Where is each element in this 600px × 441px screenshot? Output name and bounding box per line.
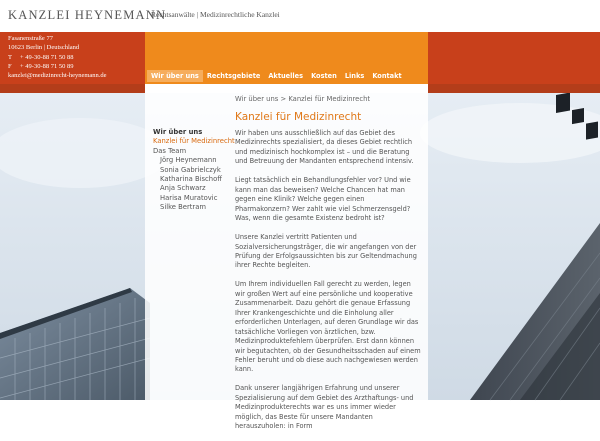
address-street: Fasanenstraße 77: [8, 35, 53, 42]
address-phone-row: [8, 54, 74, 61]
subnav-item-kanzlei[interactable]: Kanzlei für Medizinrecht: [153, 137, 235, 146]
address-email[interactable]: kanzlei@medizinrecht-heynemann.de: [8, 72, 107, 79]
content-paragraph: Unsere Kanzlei vertritt Patienten und Sozialversicherungsträger, die wir angefangen von der Prüfung der Erfolgsaussichten bis zur Geltendmachung ihrer Rechte begleiten.: [235, 233, 417, 270]
nav-item-links[interactable]: Links: [344, 72, 365, 80]
content-paragraph: Wir haben uns ausschließlich auf das Gebiet des Medizinrechts spezialisiert, da dieses Gebiet rechtlich und medizinisch hochkomplex ist – und die Beratung und Betreuung der Mandanten entsprechend intensiv.: [235, 129, 414, 166]
nav-item-kontakt[interactable]: Kontakt: [372, 72, 402, 80]
phone-label: T: [8, 54, 12, 61]
page-title: Kanzlei für Medizinrecht: [235, 111, 362, 123]
nav-item-wir-ueber-uns[interactable]: Wir über uns: [147, 70, 203, 82]
subnav-member[interactable]: Anja Schwarz: [160, 184, 206, 193]
site-header: [0, 0, 600, 32]
main-content: [235, 95, 421, 441]
strip-right: [428, 84, 600, 93]
content-paragraph: Liegt tatsächlich ein Behandlungsfehler vor? Und wie kann man das beweisen? Welche Chancen hat man gegen eine Klinik? Welche gegen einen Pharmakonzern? Wer zahlt wie viel Schmerzensgeld? Was, wenn die gesamte Existenz bedroht ist?: [235, 176, 411, 223]
subnav-member[interactable]: Sonia Gabrielczyk: [160, 165, 221, 174]
strip-left: [0, 84, 145, 93]
site-tagline: Rechtsanwälte | Medizinrechtliche Kanzlei: [151, 10, 280, 19]
address-block: [0, 32, 145, 84]
fax-number: + 49-30-88 71 50 89: [20, 63, 74, 70]
content-paragraph: Um Ihrem individuellen Fall gerecht zu werden, legen wir großen Wert auf eine persönliche und kooperative Zusammenarbeit. Dazu gehört die genaue Erfassung Ihrer Krankengeschichte und die Einholung aller erforderlichen Unterlagen, auf deren Grundlage wir das tatsächliche Vorliegen von ärztlichen, bzw. Medizinproduktefehlern überprüfen. Erst dann können wir begutachten, ob der Gesundheitsschaden auf einem Fehler beruht und ob diese auch nachgewiesen werden kann.: [235, 280, 421, 374]
main-nav: [147, 70, 406, 82]
phone-number[interactable]: + 49-30-88 71 50 88: [20, 54, 74, 61]
subnav-member[interactable]: Katharina Bischoff: [160, 175, 222, 184]
subnav-member[interactable]: Silke Bertram: [160, 203, 207, 212]
fax-label: F: [8, 63, 12, 70]
content-paragraph: Dank unserer langjährigen Erfahrung und unserer Spezialisierung auf dem Gebiet des Arzthaftungs- und Medizinprodukterechts war es uns immer wieder möglich, das Beste für unsere Mandanten herauszuholen: in Form: [235, 384, 414, 431]
subnav-member[interactable]: Harisa Muratovic: [160, 193, 218, 202]
subnav-heading[interactable]: Wir über uns: [153, 128, 203, 136]
subnav-member[interactable]: Jörg Heynemann: [160, 156, 217, 165]
breadcrumb: Wir über uns > Kanzlei für Medizinrecht: [235, 95, 371, 103]
header-band-right: [428, 32, 600, 84]
nav-item-rechtsgebiete[interactable]: Rechtsgebiete: [206, 72, 261, 80]
nav-item-aktuelles[interactable]: Aktuelles: [268, 72, 304, 80]
address-city: 10623 Berlin | Deutschland: [8, 44, 80, 51]
site-logo[interactable]: KANZLEI HEYNEMANN: [8, 8, 167, 22]
sub-navigation: [153, 128, 235, 213]
address-fax-row: [8, 63, 74, 70]
nav-item-kosten[interactable]: Kosten: [311, 72, 337, 80]
subnav-item-team[interactable]: Das Team: [153, 146, 187, 155]
